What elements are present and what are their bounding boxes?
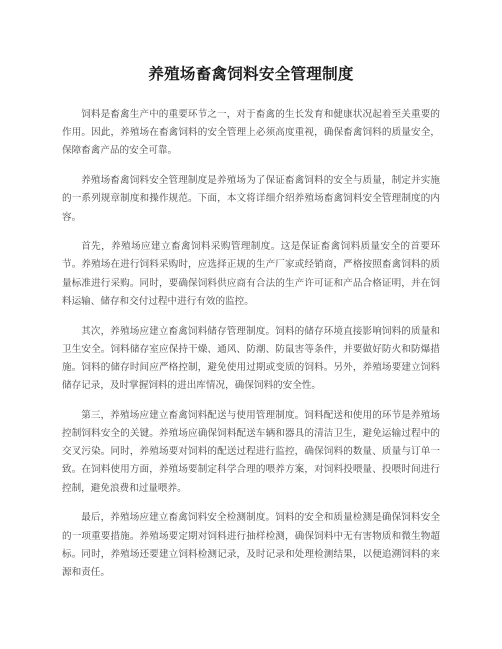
paragraph-distribution: 第三，养殖场应建立畜禽饲料配送与使用管理制度。饲料配送和使用的环节是养殖场控制饲料安全的关键。养殖场应确保饲料配送车辆和器具的清洁卫生，避免运输过程中的交叉污染。同时，养殖场要对饲料的配送过程进行监控，确保饲料的数量、质量与订单一致。在饲料使用方面，养殖场要制定科学合理的喂养方案，对饲料投喂量、投喂时间进行控制，避免浪费和过量喂养。 [62,409,440,494]
paragraph-testing: 最后，养殖场应建立畜禽饲料安全检测制度。饲料的安全和质量检测是确保饲料安全的一项重要措施。养殖场要定期对饲料进行抽样检测，确保饲料中无有害物质和微生物超标。同时，养殖场还要建立饲料检测记录，及时记录和处理检测结果，以便追溯饲料的来源和责任。 [62,512,440,578]
document-title: 养殖场畜禽饲料安全管理制度 [148,65,354,83]
paragraph-overview: 养殖场畜禽饲料安全管理制度是养殖场为了保证畜禽饲料的安全与质量，制定并实施的一系列规章制度和操作规范。下面，本文将详细介绍养殖场畜禽饲料安全管理制度的内容。 [62,175,440,223]
paragraph-intro: 饲料是畜禽生产中的重要环节之一，对于畜禽的生长发育和健康状况起着至关重要的作用。因此，养殖场在畜禽饲料的安全管理上必须高度重视，确保畜禽饲料的质量安全，保障畜禽产品的安全可靠。 [62,109,440,157]
paragraph-procurement: 首先，养殖场应建立畜禽饲料采购管理制度。这是保证畜禽饲料质量安全的首要环节。养殖场在进行饲料采购时，应选择正规的生产厂家或经销商，严格按照畜禽饲料的质量标准进行采购。同时，要确保饲料供应商有合法的生产许可证和产品合格证明，并在饲料运输、储存和交付过程中进行有效的监控。 [62,241,440,307]
paragraph-storage: 其次，养殖场应建立畜禽饲料储存管理制度。饲料的储存环境直接影响饲料的质量和卫生安全。饲料储存室应保持干燥、通风、防潮、防鼠害等条件，并要做好防火和防爆措施。饲料的储存时间应严格控制，避免使用过期或变质的饲料。另外，养殖场要建立饲料储存记录，及时掌握饲料的进出库情况，确保饲料的安全性。 [62,325,440,392]
